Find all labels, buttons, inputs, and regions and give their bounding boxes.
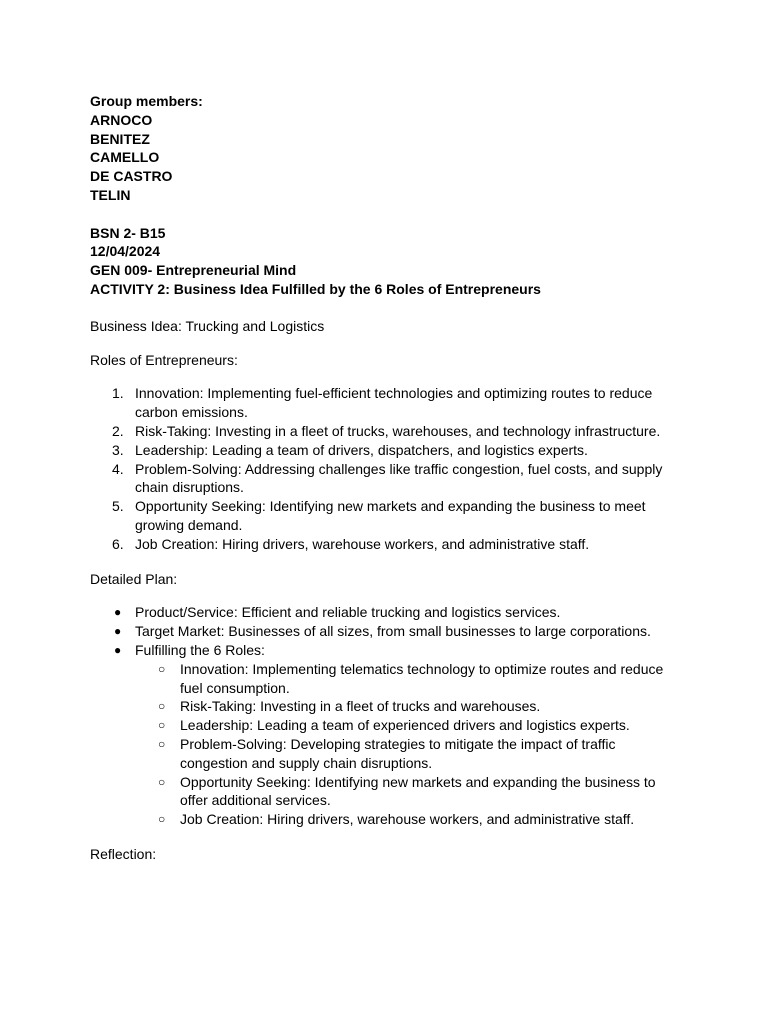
- document-page: [90, 92, 690, 864]
- date: 12/04/2024: [90, 243, 161, 260]
- circle-bullet-icon: ○: [158, 736, 166, 751]
- sub-list-item-text: Innovation: Implementing telematics technology to optimize routes and reduce fuel consumption.: [180, 660, 664, 696]
- course-title: GEN 009- Entrepreneurial Mind: [90, 262, 297, 279]
- business-idea: Business Idea: Trucking and Logistics: [90, 317, 325, 334]
- circle-bullet-icon: ○: [158, 812, 166, 827]
- section-code: BSN 2- B15: [90, 224, 166, 241]
- plan-list: [90, 603, 690, 829]
- reflection-heading: Reflection:: [90, 845, 157, 862]
- roles-heading: Roles of Entrepreneurs:: [90, 351, 238, 368]
- sub-list-item-text: Leadership: Leading a team of experienced drivers and logistics experts.: [180, 717, 630, 734]
- sub-list-item: [135, 773, 665, 811]
- list-item: [90, 535, 665, 554]
- list-item-text: Target Market: Businesses of all sizes, from small businesses to large corporations.: [135, 623, 651, 640]
- list-item: [90, 622, 690, 641]
- bullet-icon: ●: [114, 605, 122, 620]
- list-item: [90, 497, 665, 535]
- member-name: ARNOCO: [90, 111, 153, 128]
- circle-bullet-icon: ○: [158, 699, 166, 714]
- header-block: [90, 92, 690, 299]
- sub-list-item: [135, 716, 665, 735]
- member-name: DE CASTRO: [90, 168, 173, 185]
- sub-list-item: [135, 810, 665, 829]
- list-number: 2.: [112, 422, 124, 439]
- list-item: [90, 603, 690, 622]
- list-number: 4.: [112, 460, 124, 477]
- circle-bullet-icon: ○: [158, 718, 166, 733]
- circle-bullet-icon: ○: [158, 774, 166, 789]
- sub-list-item-text: Problem-Solving: Developing strategies to mitigate the impact of traffic congestion and supply chain disruptions.: [180, 735, 616, 771]
- member-name: TELIN: [90, 186, 131, 203]
- list-item-text: Leadership: Leading a team of drivers, dispatchers, and logistics experts.: [135, 441, 588, 458]
- sub-list-item-text: Risk-Taking: Investing in a fleet of trucks and warehouses.: [180, 698, 541, 715]
- sub-list: [135, 660, 690, 829]
- list-item: [90, 460, 665, 498]
- list-item-text: Risk-Taking: Investing in a fleet of trucks, warehouses, and technology infrastructure.: [135, 422, 661, 439]
- list-item: [90, 641, 690, 829]
- member-name: CAMELLO: [90, 149, 160, 166]
- list-item-text: Opportunity Seeking: Identifying new markets and expanding the business to meet growing demand.: [135, 498, 646, 533]
- list-item-text: Fulfilling the 6 Roles:: [135, 641, 265, 658]
- list-item: [90, 441, 665, 460]
- list-number: 6.: [112, 535, 124, 552]
- list-number: 5.: [112, 498, 124, 515]
- member-name: BENITEZ: [90, 130, 150, 147]
- sub-list-item-text: Opportunity Seeking: Identifying new markets and expanding the business to offer additional services.: [180, 773, 656, 809]
- bullet-icon: ●: [114, 624, 122, 639]
- plan-heading: Detailed Plan:: [90, 570, 178, 587]
- circle-bullet-icon: ○: [158, 661, 166, 676]
- bullet-icon: ●: [114, 642, 122, 657]
- sub-list-item: [135, 697, 665, 716]
- list-number: 3.: [112, 441, 124, 458]
- list-item-text: Job Creation: Hiring drivers, warehouse workers, and administrative staff.: [135, 535, 590, 552]
- sub-list-item: [135, 660, 665, 698]
- list-item: [90, 422, 665, 441]
- list-item-text: Product/Service: Efficient and reliable trucking and logistics services.: [135, 604, 561, 621]
- group-members-label: Group members:: [90, 93, 203, 109]
- list-item-text: Problem-Solving: Addressing challenges like traffic congestion, fuel costs, and supply chain disruptions.: [135, 460, 663, 496]
- list-number: 1.: [112, 385, 124, 402]
- roles-list: [90, 384, 690, 553]
- sub-list-item-text: Job Creation: Hiring drivers, warehouse workers, and administrative staff.: [180, 811, 635, 828]
- sub-list-item: [135, 735, 665, 773]
- activity-title: ACTIVITY 2: Business Idea Fulfilled by the 6 Roles of Entrepreneurs: [90, 280, 541, 297]
- list-item-text: Innovation: Implementing fuel-efficient technologies and optimizing routes to reduce carbon emissions.: [135, 385, 653, 421]
- list-item: [90, 384, 665, 422]
